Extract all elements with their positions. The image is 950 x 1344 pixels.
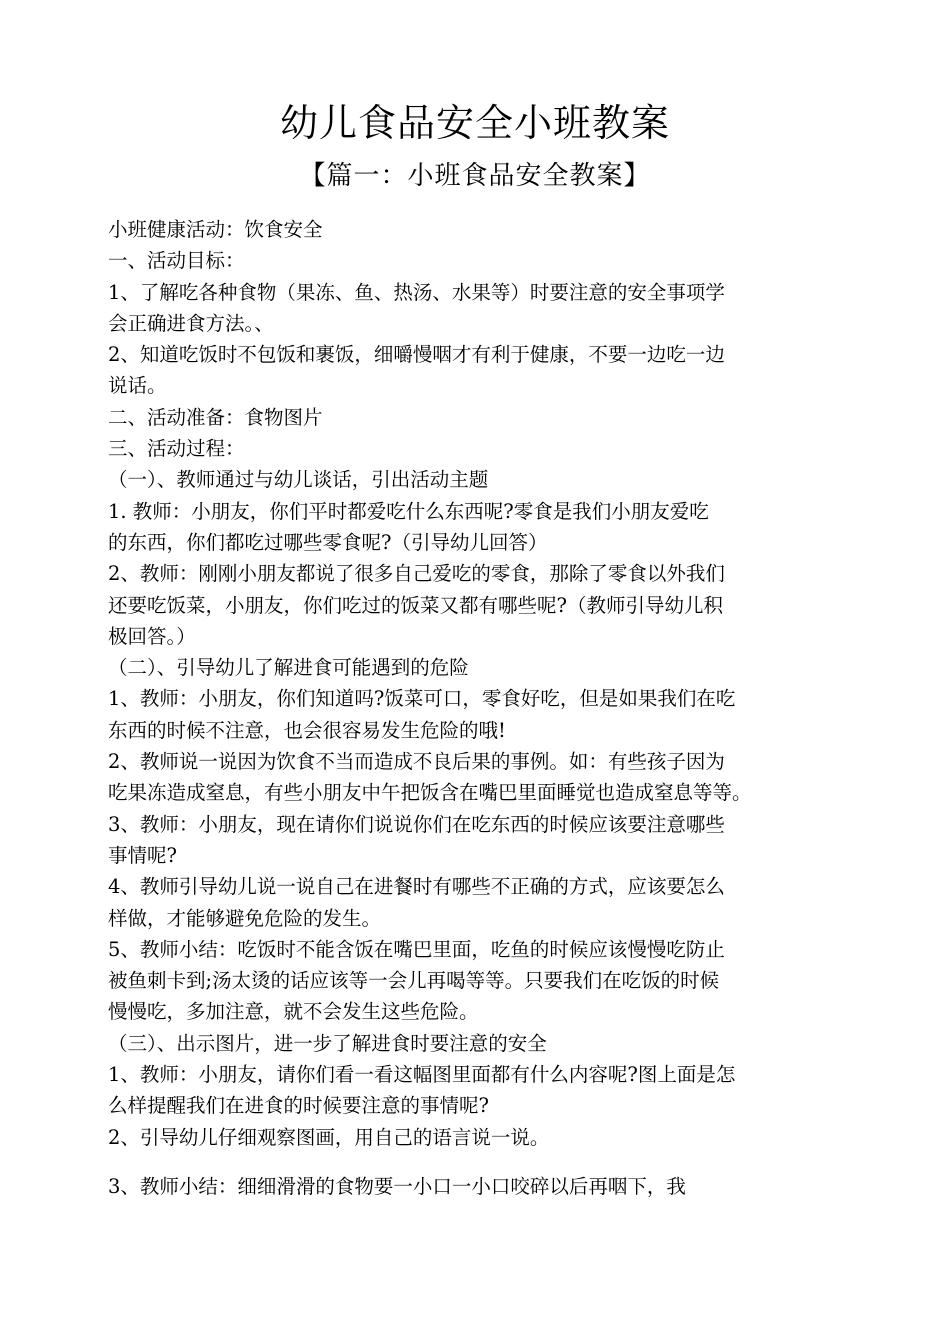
- text-line: 4、教师引导幼儿说一说自己在进餐时有哪些不正确的方式，应该要怎么: [108, 875, 725, 899]
- text-line: 极回答。）: [108, 624, 196, 648]
- text-line: 吃果冻造成窒息，有些小朋友中午把饭含在嘴巴里面睡觉也造成窒息等等。: [108, 781, 752, 805]
- text-line: 2、知道吃饭时不包饭和裹饭，细嚼慢咽才有利于健康，不要一边吃一边: [108, 343, 725, 367]
- text-line: 5、教师小结：吃饭时不能含饭在嘴巴里面，吃鱼的时候应该慢慢吃防止: [108, 937, 725, 961]
- text-line: 小班健康活动：饮食安全: [108, 218, 323, 241]
- text-line: 三、活动过程：: [108, 437, 245, 461]
- paragraph-gap: [108, 1153, 883, 1171]
- text-line: 1. 教师：小朋友，你们平时都爱吃什么东西呢?零食是我们小朋友爱吃: [108, 499, 709, 523]
- text-line: 二、活动准备：食物图片: [108, 405, 323, 429]
- text-line: 1、教师：小朋友，请你们看一看这幅图里面都有什么内容呢?图上面是怎: [108, 1063, 736, 1087]
- text-line: 还要吃饭菜，小朋友，你们吃过的饭菜又都有哪些呢?（教师引导幼儿积: [108, 593, 723, 617]
- document-title: 幼儿食品安全小班教案: [279, 101, 670, 145]
- text-line: （一）、教师通过与幼儿谈话，引出活动主题: [108, 468, 489, 492]
- text-line: 的东西，你们都吃过哪些零食呢?（引导幼儿回答）: [108, 530, 548, 554]
- text-line: 2、教师：刚刚小朋友都说了很多自己爱吃的零食，那除了零食以外我们: [108, 562, 725, 586]
- text-line: 一、活动目标：: [108, 249, 245, 273]
- section-heading: 【篇一：小班食品安全教案】: [299, 161, 651, 191]
- document-body: [108, 214, 883, 1202]
- text-line: 说话。: [108, 374, 167, 398]
- text-line: （二）、引导幼儿了解进食可能遇到的危险: [108, 656, 469, 680]
- text-line: 3、教师小结：细细滑滑的食物要一小口一小口咬碎以后再咽下，我: [108, 1174, 686, 1198]
- text-line: 被鱼刺卡到;汤太烫的话应该等一会儿再喝等等。只要我们在吃饭的时候: [108, 969, 720, 993]
- text-line: 会正确进食方法。、: [108, 311, 274, 335]
- text-line: 2、引导幼儿仔细观察图画，用自己的语言说一说。: [108, 1125, 550, 1149]
- text-line: 1、了解吃各种食物（果冻、鱼、热汤、水果等）时要注意的安全事项学: [108, 280, 725, 304]
- text-line: 2、教师说一说因为饮食不当而造成不良后果的事例。如：有些孩子因为: [108, 750, 725, 774]
- text-line: 1、教师：小朋友，你们知道吗?饭菜可口，零食好吃，但是如果我们在吃: [108, 687, 736, 711]
- text-line: 3、教师：小朋友，现在请你们说说你们在吃东西的时候应该要注意哪些: [108, 812, 725, 836]
- text-line: 慢慢吃，多加注意，就不会发生这些危险。: [108, 1000, 479, 1024]
- text-line: 东西的时候不注意，也会很容易发生危险的哦!: [108, 718, 506, 742]
- text-line: 样做，才能够避免危险的发生。: [108, 906, 382, 930]
- text-line: 么样提醒我们在进食的时候要注意的事情呢?: [108, 1094, 489, 1118]
- text-line: 事情呢?: [108, 843, 177, 867]
- text-line: （三）、出示图片，进一步了解进食时要注意的安全: [108, 1031, 547, 1055]
